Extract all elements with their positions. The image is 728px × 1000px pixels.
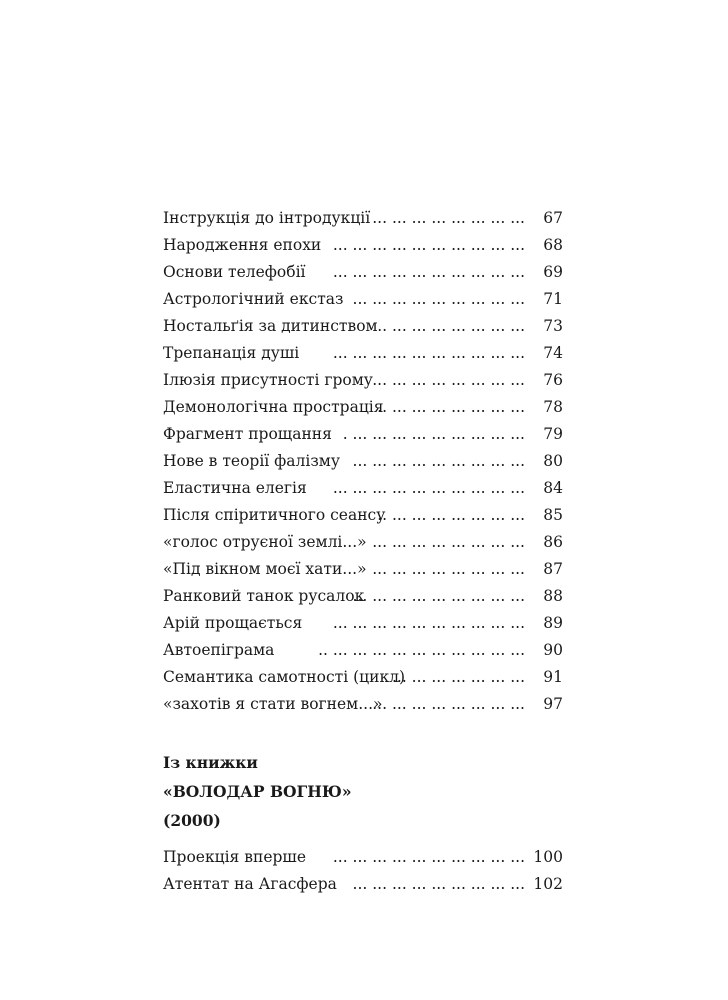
- toc-page-number: 69: [543, 263, 563, 281]
- toc-page-number: 91: [543, 668, 563, 686]
- toc-entry: [163, 259, 563, 286]
- toc-page-number: 87: [543, 560, 563, 578]
- toc-leader-dots: ... ... ... ... ... ... ... ...: [372, 371, 525, 389]
- toc-entry: [163, 583, 563, 610]
- toc-title: Трепанація душі: [163, 344, 300, 362]
- toc-entry: [163, 367, 563, 394]
- toc-title: Семантика самотності (цикл): [163, 668, 406, 686]
- table-of-contents: [163, 205, 563, 718]
- toc-entry: [163, 286, 563, 313]
- toc-page-number: 71: [543, 290, 563, 308]
- toc-entry: [163, 448, 563, 475]
- toc-title: Еластична елегія: [163, 479, 307, 497]
- toc-leader-dots: ... ... ... ... ... ... ...: [391, 668, 525, 686]
- toc-page-number: 74: [543, 344, 563, 362]
- toc-leader-dots: ... ... ... ... ... ... ... ... ...: [352, 875, 525, 893]
- toc-page-number: 76: [543, 371, 563, 389]
- toc-entry: [163, 637, 563, 664]
- section-year: (2000): [163, 811, 221, 830]
- toc-page-number: 78: [543, 398, 563, 416]
- section-heading: [163, 748, 352, 835]
- toc-entry: [163, 421, 563, 448]
- toc-leader-dots: ... ... ... ... ... ... ... ...: [372, 695, 525, 713]
- toc-entry: [163, 691, 563, 718]
- toc-leader-dots: ... ... ... ... ... ... ... ... ... ...: [332, 344, 525, 362]
- toc-leader-dots: .. ... ... ... ... ... ... ...: [377, 506, 525, 524]
- toc-leader-dots: .. ... ... ... ... ... ... ...: [377, 317, 525, 335]
- toc-page-number: 85: [543, 506, 563, 524]
- toc-leader-dots: ... ... ... ... ... ... ... ...: [372, 209, 525, 227]
- toc-leader-dots: . ... ... ... ... ... ... ... ... ...: [342, 425, 525, 443]
- toc-page-number: 84: [543, 479, 563, 497]
- toc-title: Фрагмент прощання: [163, 425, 332, 443]
- section-heading-line: Із книжки: [163, 753, 258, 772]
- toc-title: Ранковий танок русалок: [163, 587, 365, 605]
- toc-entry: [163, 205, 563, 232]
- toc-title: Після спіритичного сеансу: [163, 506, 386, 524]
- toc-page-number: 97: [543, 695, 563, 713]
- toc-leader-dots: ... ... ... ... ... ... ... ... ...: [352, 587, 525, 605]
- toc-title: Народження епохи: [163, 236, 322, 254]
- toc-leader-dots: ... ... ... ... ... ... ... ...: [372, 533, 525, 551]
- toc-leader-dots: ... ... ... ... ... ... ... ... ...: [352, 452, 525, 470]
- toc-entry: [163, 313, 563, 340]
- toc-leader-dots: ... ... ... ... ... ... ... ... ... ...: [332, 479, 525, 497]
- toc-page-number: 68: [543, 236, 563, 254]
- toc-page-number: 79: [543, 425, 563, 443]
- toc-title: Ілюзія присутності грому: [163, 371, 373, 389]
- toc-leader-dots: ... ... ... ... ... ... ... ... ... ...: [332, 614, 525, 632]
- toc-page-number: 73: [543, 317, 563, 335]
- toc-title: Нове в теорії фалізму: [163, 452, 340, 470]
- toc-leader-dots: ... ... ... ... ... ... ... ... ... ...: [332, 263, 525, 281]
- toc-title: «Під вікном моєї хати...»: [163, 560, 367, 578]
- toc-title: Арій прощається: [163, 614, 303, 632]
- toc-page-number: 100: [533, 848, 563, 866]
- toc-title: «голос отруєної землі...»: [163, 533, 367, 551]
- toc-title: Астрологічний екстаз: [163, 290, 344, 308]
- toc-entry: [163, 394, 563, 421]
- toc-leader-dots: ... ... ... ... ... ... ... ... ... ...: [332, 236, 525, 254]
- toc-title: Демонологічна прострація: [163, 398, 384, 416]
- toc-entry: [163, 475, 563, 502]
- toc-entry: [163, 502, 563, 529]
- toc-leader-dots: ... ... ... ... ... ... ... ... ...: [352, 290, 525, 308]
- table-of-contents-section: [163, 844, 563, 898]
- toc-leader-dots: .. ... ... ... ... ... ... ...: [377, 398, 525, 416]
- toc-entry: [163, 664, 563, 691]
- toc-leader-dots: ... ... ... ... ... ... ... ... ... ...: [332, 848, 525, 866]
- toc-title: Атентат на Агасфера: [163, 875, 337, 893]
- toc-page-number: 89: [543, 614, 563, 632]
- toc-title: Проекція вперше: [163, 848, 306, 866]
- toc-leader-dots: ... ... ... ... ... ... ... ...: [372, 560, 525, 578]
- toc-entry: [163, 340, 563, 367]
- toc-page-number: 88: [543, 587, 563, 605]
- toc-title: Інструкція до інтродукції: [163, 209, 371, 227]
- toc-leader-dots: .. ... ... ... ... ... ... ... ... ... ...: [318, 641, 525, 659]
- section-book-title: «ВОЛОДАР ВОГНЮ»: [163, 782, 352, 801]
- toc-title: «захотів я стати вогнем...»: [163, 695, 383, 713]
- toc-page-number: 80: [543, 452, 563, 470]
- toc-page-number: 86: [543, 533, 563, 551]
- toc-title: Ностальґія за дитинством: [163, 317, 378, 335]
- toc-page-number: 102: [533, 875, 563, 893]
- toc-entry: [163, 232, 563, 259]
- toc-page-number: 90: [543, 641, 563, 659]
- toc-entry: [163, 556, 563, 583]
- toc-entry: [163, 844, 563, 871]
- toc-title: Основи телефобії: [163, 263, 306, 281]
- toc-title: Автоепіграма: [163, 641, 275, 659]
- toc-entry: [163, 529, 563, 556]
- toc-entry: [163, 871, 563, 898]
- toc-entry: [163, 610, 563, 637]
- toc-page-number: 67: [543, 209, 563, 227]
